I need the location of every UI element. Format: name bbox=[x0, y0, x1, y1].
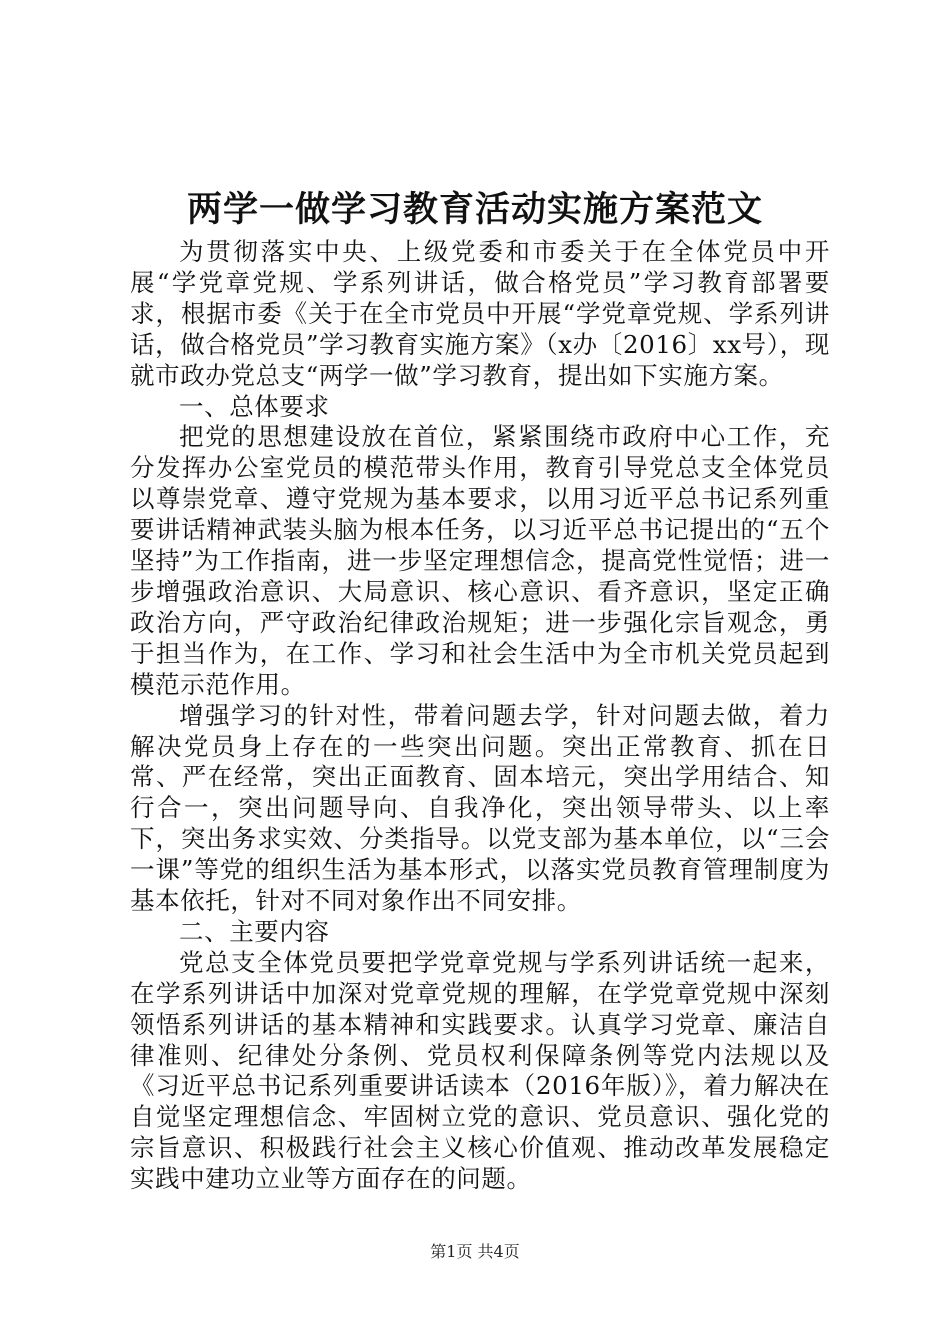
section-heading-general-requirements: 一、总体要求 bbox=[179, 391, 330, 421]
section-heading-main-content: 二、主要内容 bbox=[179, 916, 330, 946]
document-title: 两学一做学习教育活动实施方案范文 bbox=[186, 189, 763, 230]
page-footer: 第1页 共4页 bbox=[430, 1242, 520, 1261]
document-body bbox=[130, 237, 830, 1195]
paragraph-intro: 为贯彻落实中央、上级党委和市委关于在全体党员中开展“学党章党规、学系列讲话，做合格党员”学习教育部署要求，根据市委《关于在全市党员中开展“学党章党规、学系列讲话，做合格党员”学习教育实施方案》（x办〔2016〕xx号），现就市政办党总支“两学一做”学习教育，提出如下实施方案。 bbox=[130, 237, 830, 390]
paragraph-main-content: 党总支全体党员要把学党章党规与学系列讲话统一起来，在学系列讲话中加深对党章党规的理解，在学党章党规中深刻领悟系列讲话的基本精神和实践要求。认真学习党章、廉洁自律准则、纪律处分条例、党员权利保障条例等党内法规以及《习近平总书记系列重要讲话读本（2016年版）》，着力解决在自觉坚定理想信念、牢固树立党的意识、党员意识、强化党的宗旨意识、积极践行社会主义核心价值观、推动改革发展稳定实践中建功立业等方面存在的问题。 bbox=[130, 947, 830, 1194]
paragraph-targeted-learning: 增强学习的针对性，带着问题去学，针对问题去做，着力解决党员身上存在的一些突出问题。突出正常教育、抓在日常、严在经常，突出正面教育、固本培元，突出学用结合、知行合一，突出问题导向、自我净化，突出领导带头、以上率下，突出务求实效、分类指导。以党支部为基本单位，以“三会一课”等党的组织生活为基本形式，以落实党员教育管理制度为基本依托，针对不同对象作出不同安排。 bbox=[130, 700, 830, 916]
paragraph-general-requirements: 把党的思想建设放在首位，紧紧围绕市政府中心工作，充分发挥办公室党员的模范带头作用，教育引导党总支全体党员以尊崇党章、遵守党规为基本要求，以用习近平总书记系列重要讲话精神武装头脑为根本任务，以习近平总书记提出的“五个坚持”为工作指南，进一步坚定理想信念，提高党性觉悟；进一步增强政治意识、大局意识、核心意识、看齐意识，坚定正确政治方向，严守政治纪律政治规矩；进一步强化宗旨观念，勇于担当作为，在工作、学习和社会生活中为全市机关党员起到模范示范作用。 bbox=[130, 422, 830, 699]
